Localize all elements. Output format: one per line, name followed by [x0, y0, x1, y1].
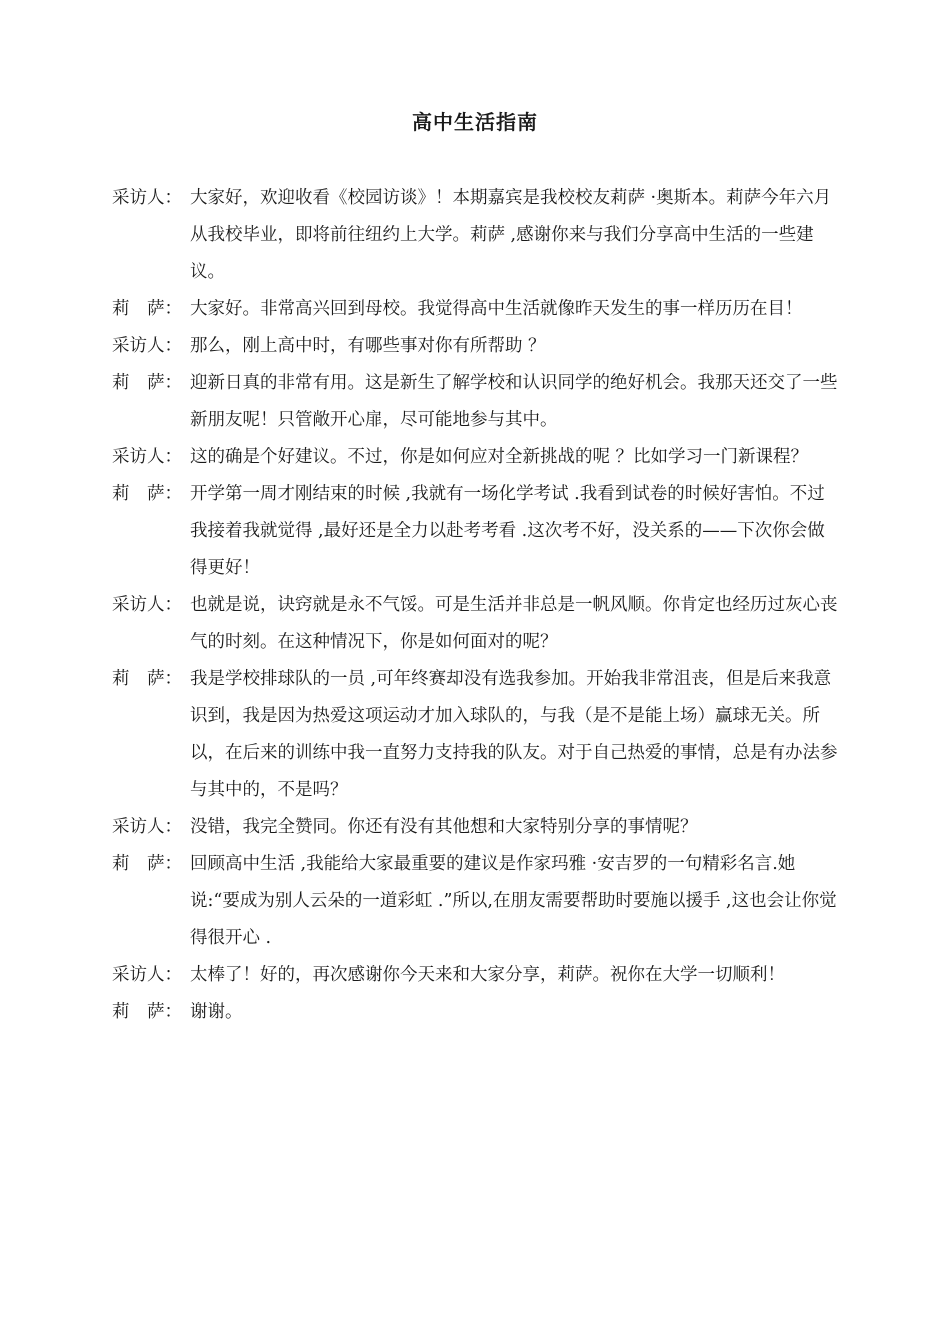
dialogue-entry	[112, 476, 842, 587]
dialogue-text: 开学第一周才刚结束的时候 ,我就有一场化学考试 .我看到试卷的时候好害怕。不过我接着我就觉得 ,最好还是全力以赴考考看 .这次考不好，没关系的——下次你会做得更好！	[190, 484, 825, 578]
dialogue-text: 我是学校排球队的一员 ,可年终赛却没有选我参加。开始我非常沮丧，但是后来我意识到，我是因为热爱这项运动才加入球队的，与我（是不是能上场）赢球无关。所以，在后来的训练中我一直努力支持我的队友。对于自己热爱的事情，总是有办法参与其中的，不是吗？	[190, 669, 838, 800]
dialogue-entry	[112, 587, 842, 661]
speaker-label: 采访人：	[112, 447, 182, 467]
dialogue-text: 回顾高中生活 ,我能给大家最重要的建议是作家玛雅 ·安吉罗的一句精彩名言.她说:“要成为别人云朵的一道彩虹 .”所以,在朋友需要帮助时要施以援手 ,这也会让你觉得很开心 .	[190, 854, 837, 948]
dialogue-entry	[112, 661, 842, 809]
speaker-label: 莉 萨：	[112, 854, 182, 874]
speaker-label: 莉 萨：	[112, 484, 182, 504]
dialogue-text: 太棒了！好的，再次感谢你今天来和大家分享，莉萨。祝你在大学一切顺利！	[190, 965, 785, 985]
dialogue-text: 这的确是个好建议。不过，你是如何应对全新挑战的呢 ？比如学习一门新课程？	[190, 447, 809, 467]
dialogue-text: 那么，刚上高中时，有哪些事对你有所帮助 ？	[190, 336, 546, 356]
dialogue-entry	[112, 809, 842, 846]
speaker-label: 采访人：	[112, 817, 182, 837]
speaker-label: 莉 萨：	[112, 669, 182, 689]
speaker-label: 采访人：	[112, 188, 182, 208]
speaker-label: 采访人：	[112, 336, 182, 356]
document-title: 高中生活指南	[412, 110, 538, 134]
dialogue-text: 迎新日真的非常有用。这是新生了解学校和认识同学的绝好机会。我那天还交了一些新朋友呢！只管敞开心扉，尽可能地参与其中。	[190, 373, 838, 430]
speaker-label: 莉 萨：	[112, 299, 182, 319]
dialogue-entry	[112, 994, 842, 1031]
dialogue-text: 谢谢。	[190, 1002, 243, 1022]
dialogue-text: 没错，我完全赞同。你还有没有其他想和大家特别分享的事情呢？	[190, 817, 698, 837]
dialogue-body	[112, 180, 842, 1031]
dialogue-entry	[112, 291, 842, 328]
dialogue-entry	[112, 180, 842, 291]
dialogue-entry	[112, 365, 842, 439]
dialogue-entry	[112, 846, 842, 957]
dialogue-text: 大家好，欢迎收看《校园访谈》！本期嘉宾是我校校友莉萨 ·奥斯本。莉萨今年六月从我校毕业，即将前往纽约上大学。莉萨 ,感谢你来与我们分享高中生活的一些建议。	[190, 188, 832, 282]
speaker-label: 莉 萨：	[112, 1002, 182, 1022]
dialogue-entry	[112, 957, 842, 994]
dialogue-text: 大家好。非常高兴回到母校。我觉得高中生活就像昨天发生的事一样历历在目！	[190, 299, 803, 319]
dialogue-entry	[112, 439, 842, 476]
speaker-label: 采访人：	[112, 595, 182, 615]
speaker-label: 莉 萨：	[112, 373, 182, 393]
dialogue-entry	[112, 328, 842, 365]
dialogue-text: 也就是说，诀窍就是永不气馁。可是生活并非总是一帆风顺。你肯定也经历过灰心丧气的时刻。在这种情况下，你是如何面对的呢？	[190, 595, 838, 652]
speaker-label: 采访人：	[112, 965, 182, 985]
